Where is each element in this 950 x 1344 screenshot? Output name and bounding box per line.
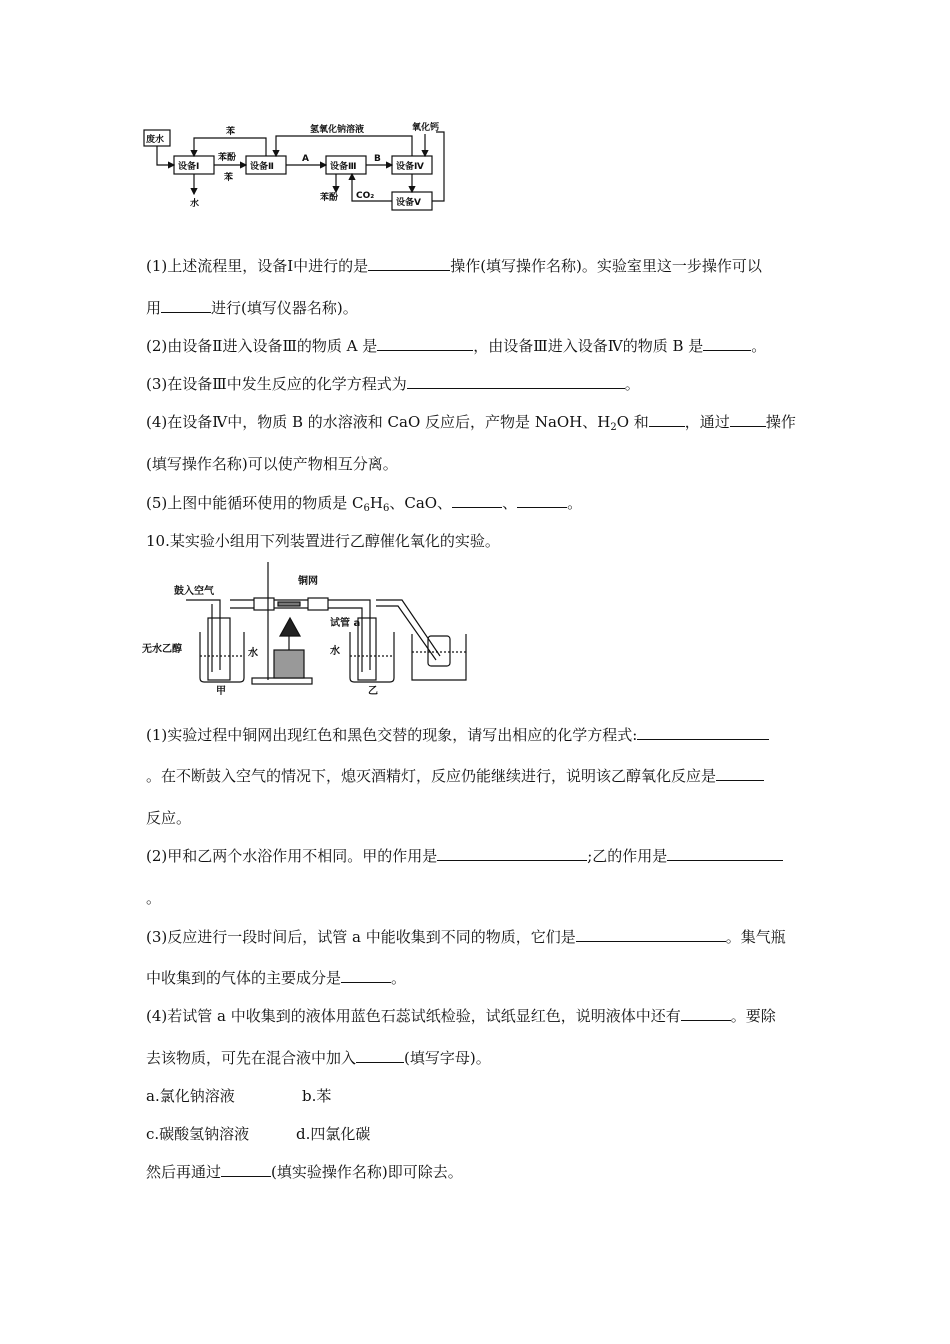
answer-blank[interactable] <box>576 927 726 942</box>
answer-blank[interactable] <box>452 493 502 508</box>
device-2-label: 设备Ⅱ <box>250 162 274 172</box>
q10-part1-line2: 。在不断鼓入空气的情况下，熄灭酒精灯，反应仍能继续进行，说明该乙醇氧化反应是 <box>146 766 764 786</box>
phenol-benzene-top-label: 苯酚 <box>218 153 237 163</box>
answer-blank[interactable] <box>517 493 567 508</box>
q10-part2-line2: 。 <box>146 889 162 907</box>
q10-title: 10.某实验小组用下列装置进行乙醇催化氧化的实验。 <box>146 532 500 550</box>
device-5-label: 设备Ⅴ <box>396 198 421 208</box>
answer-blank[interactable] <box>341 968 391 983</box>
q9-part5: (5)上图中能循环使用的物质是 $C_6H_6$、CaO、 、 。 <box>146 494 583 514</box>
q10-part4-line2: 去该物质，可先在混合液中加入 (填写字母)。 <box>146 1049 491 1067</box>
option-b: b.苯 <box>302 1087 332 1105</box>
q9-part1-line1: (1)上述流程里，设备Ⅰ中进行的是 操作(填写操作名称)。实验室里这一步操作可以 <box>146 257 762 275</box>
tube-a-label: 试管 a <box>330 618 361 629</box>
answer-blank[interactable] <box>161 298 211 313</box>
phenol-out-label: 苯酚 <box>320 193 339 203</box>
q10-part3-line1: (3)反应进行一段时间后，试管 a 中能收集到不同的物质，它们是 。集气瓶 <box>146 928 786 946</box>
option-a: a.氯化钠溶液 <box>146 1087 235 1105</box>
answer-blank[interactable] <box>667 846 783 861</box>
device-4-label: 设备Ⅳ <box>396 162 424 172</box>
water-2-label: 水 <box>330 646 340 657</box>
option-c: c.碳酸氢钠溶液 <box>146 1125 250 1143</box>
benzene-label: 苯 <box>226 127 236 137</box>
answer-blank[interactable] <box>437 846 587 861</box>
q10-options-row2 <box>146 1124 370 1144</box>
answer-blank[interactable] <box>377 336 473 351</box>
q9-part2: (2)由设备Ⅱ进入设备Ⅲ的物质 A 是 ，由设备Ⅲ进入设备Ⅳ的物质 B 是 。 <box>146 337 767 355</box>
phenol-benzene-bottom-label: 苯 <box>224 173 234 183</box>
naoh-label: 氢氧化钠溶液 <box>310 125 365 135</box>
q9-part1-line2: 用 进行(填写仪器名称)。 <box>146 299 358 317</box>
answer-blank[interactable] <box>716 766 764 781</box>
co2-label: CO₂ <box>356 191 375 201</box>
a-label: A <box>302 154 309 164</box>
answer-blank[interactable] <box>703 336 751 351</box>
copper-mesh-label: 铜网 <box>298 576 318 587</box>
ethanol-label: 无水乙醇 <box>142 644 182 655</box>
yi-label: 乙 <box>368 686 378 696</box>
answer-blank[interactable] <box>407 374 625 389</box>
apparatus-diagram <box>140 560 480 696</box>
q9-part4-line1: (4)在设备Ⅳ中，物质 B 的水溶液和 CaO 反应后，产物是 NaOH、$H_2O$ 和 ，通过 操作 <box>146 413 796 433</box>
q10-part1-line1: (1)实验过程中铜网出现红色和黑色交替的现象，请写出相应的化学方程式: <box>146 725 769 745</box>
answer-blank[interactable] <box>730 412 766 427</box>
q10-part2-line1: (2)甲和乙两个水浴作用不相同。甲的作用是 ;乙的作用是 <box>146 846 783 866</box>
answer-blank[interactable] <box>649 412 685 427</box>
answer-blank[interactable] <box>356 1048 404 1063</box>
water-out-label: 水 <box>190 199 200 209</box>
b-label: B <box>374 154 381 164</box>
q9-part4-line2: (填写操作名称)可以使产物相互分离。 <box>146 455 398 473</box>
water-1-label: 水 <box>248 648 258 659</box>
answer-blank[interactable] <box>637 725 769 740</box>
q10-options-row1 <box>146 1086 331 1106</box>
q10-part4-line1: (4)若试管 a 中收集到的液体用蓝色石蕊试纸检验，试纸显红色，说明液体中还有 。要除 <box>146 1007 776 1025</box>
device-1-label: 设备Ⅰ <box>178 162 200 172</box>
cao-label: 氧化钙 <box>412 123 440 133</box>
q10-part1-line3: 反应。 <box>146 809 192 827</box>
air-label: 鼓入空气 <box>174 586 214 597</box>
device-3-label: 设备Ⅲ <box>330 162 357 172</box>
answer-blank[interactable] <box>221 1162 271 1177</box>
answer-blank[interactable] <box>368 256 450 271</box>
option-d: d.四氯化碳 <box>296 1125 371 1143</box>
q10-part5: 然后再通过 (填实验操作名称)即可除去。 <box>146 1163 463 1181</box>
jia-label: 甲 <box>216 686 226 696</box>
waste-water-label: 废水 <box>146 135 165 145</box>
q10-part3-line2: 中收集到的气体的主要成分是 。 <box>146 969 407 987</box>
answer-blank[interactable] <box>681 1006 731 1021</box>
q9-part3: (3)在设备Ⅲ中发生反应的化学方程式为 。 <box>146 375 640 393</box>
process-flowchart <box>140 120 460 216</box>
